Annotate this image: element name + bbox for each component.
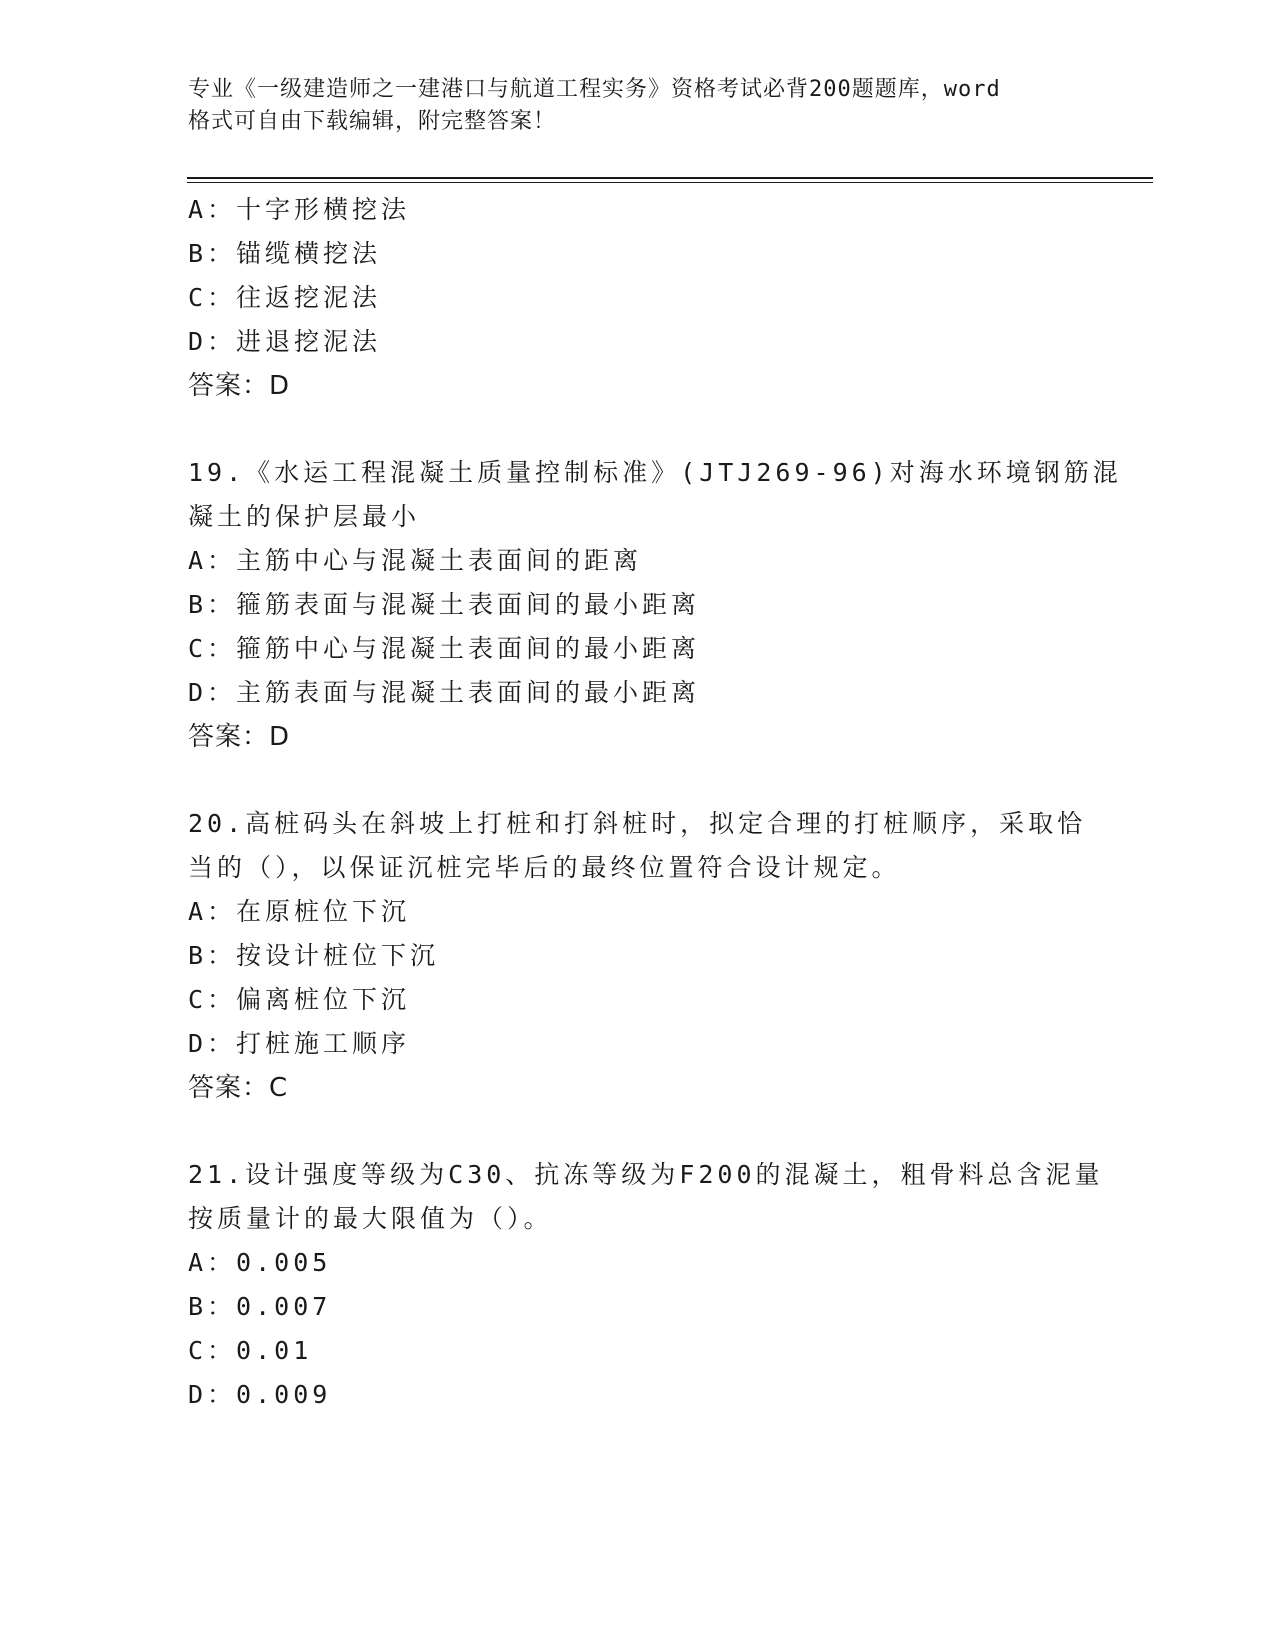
q20-answer: 答案：C <box>188 1073 289 1103</box>
q20-option-d: D：打桩施工顺序 <box>188 1029 411 1058</box>
prev-option-c: C：往返挖泥法 <box>188 283 382 312</box>
prev-answer: 答案：D <box>188 371 291 401</box>
q21-option-a: A：0.005 <box>188 1248 332 1277</box>
header-title-line-1: 专业《一级建造师之一建港口与航道工程实务》资格考试必背200题题库，word <box>188 77 1001 102</box>
q21-stem-line-1: 21.设计强度等级为C30、抗冻等级为F200的混凝土，粗骨料总含泥量 <box>188 1160 1104 1189</box>
prev-option-a: A：十字形横挖法 <box>188 195 411 224</box>
q19-option-b: B：箍筋表面与混凝土表面间的最小距离 <box>188 590 701 619</box>
q21-option-d: D：0.009 <box>188 1380 332 1409</box>
q20-stem-line-1: 20.高桩码头在斜坡上打桩和打斜桩时，拟定合理的打桩顺序，采取恰 <box>188 809 1087 838</box>
q19-answer: 答案：D <box>188 722 291 752</box>
header-title-line-2: 格式可自由下载编辑，附完整答案！ <box>188 109 557 134</box>
q20-option-b: B：按设计桩位下沉 <box>188 941 440 970</box>
q20-stem-line-2: 当的（），以保证沉桩完毕后的最终位置符合设计规定。 <box>188 853 901 882</box>
prev-option-b: B：锚缆横挖法 <box>188 239 382 268</box>
q19-stem-line-1: 19.《水运工程混凝土质量控制标准》(JTJ269-96)对海水环境钢筋混 <box>188 458 1122 487</box>
document-header <box>188 74 1068 138</box>
q21-option-b: B：0.007 <box>188 1292 332 1321</box>
header-divider <box>187 177 1153 183</box>
q19-option-a: A：主筋中心与混凝土表面间的距离 <box>188 546 643 575</box>
q21-stem-line-2: 按质量计的最大限值为（）。 <box>188 1204 553 1233</box>
prev-option-d: D：进退挖泥法 <box>188 327 382 356</box>
q19-option-c: C：箍筋中心与混凝土表面间的最小距离 <box>188 634 701 663</box>
q20-option-a: A：在原桩位下沉 <box>188 897 411 926</box>
q19-stem-line-2: 凝土的保护层最小 <box>188 502 421 531</box>
q20-option-c: C：偏离桩位下沉 <box>188 985 411 1014</box>
q19-option-d: D：主筋表面与混凝土表面间的最小距离 <box>188 678 701 707</box>
q21-option-c: C：0.01 <box>188 1336 313 1365</box>
